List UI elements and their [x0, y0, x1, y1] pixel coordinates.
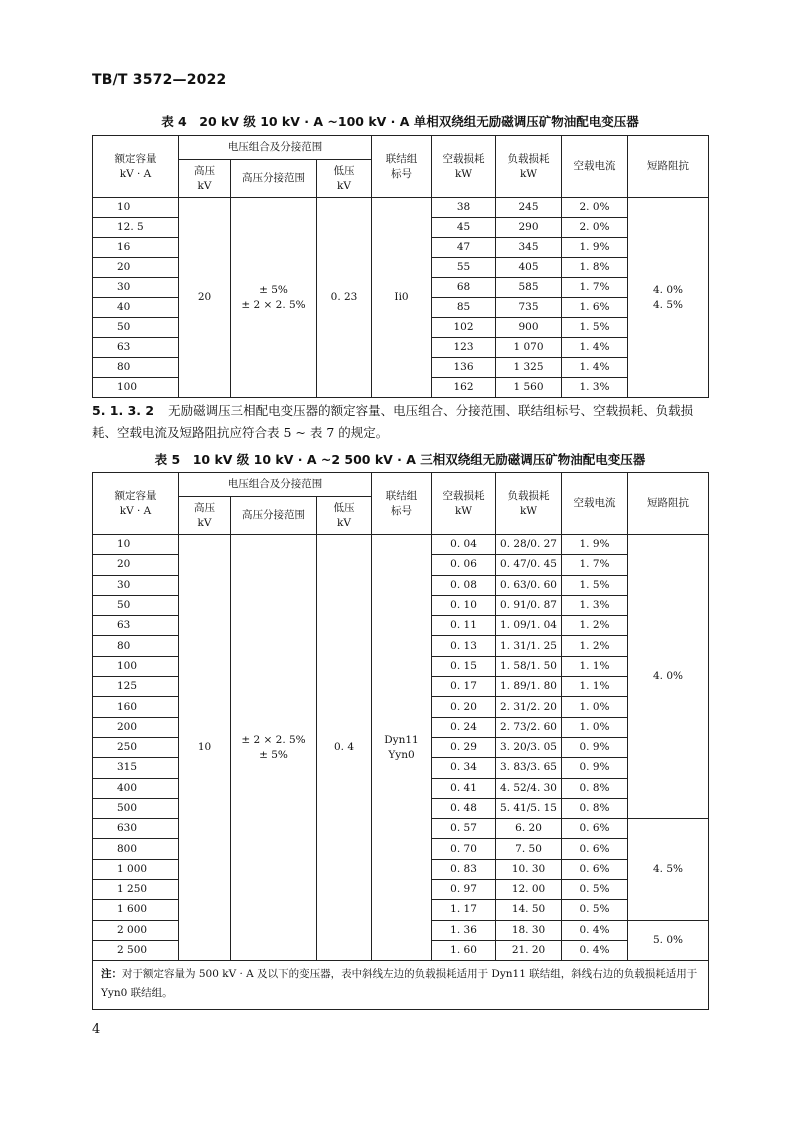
cell-current: 1. 9% — [562, 238, 628, 258]
table5-caption: 表 5 10 kV 级 10 kV · A ~2 500 kV · A 三相双绕组无励磁调压矿物油配电变压器 — [154, 452, 646, 467]
cell-capacity: 100 — [93, 378, 179, 398]
table-row — [93, 198, 709, 218]
cell-load: 1 325 — [496, 358, 562, 378]
cell-capacity: 315 — [93, 758, 179, 778]
cell-noload: 68 — [432, 278, 496, 298]
cell-tap-range: ± 5% ± 2 × 2. 5% — [231, 198, 317, 398]
cell-current: 1. 4% — [562, 338, 628, 358]
cell-capacity: 100 — [93, 656, 179, 676]
header-noload-loss: 空载损耗 kW — [432, 473, 496, 535]
cell-capacity: 20 — [93, 555, 179, 575]
cell-capacity: 1 250 — [93, 880, 179, 900]
cell-current: 1. 4% — [562, 358, 628, 378]
cell-current: 1. 0% — [562, 717, 628, 737]
cell-load: 12. 00 — [496, 880, 562, 900]
cell-connection: Ii0 — [372, 198, 432, 398]
cell-noload: 162 — [432, 378, 496, 398]
cell-capacity: 50 — [93, 318, 179, 338]
cell-load: 0. 63/0. 60 — [496, 575, 562, 595]
header-noload-loss: 空载损耗 kW — [432, 136, 496, 198]
cell-noload: 0. 10 — [432, 595, 496, 615]
header-noload-current: 空载电流 — [562, 136, 628, 198]
cell-noload: 136 — [432, 358, 496, 378]
header-voltage-group: 电压组合及分接范围 — [179, 136, 372, 160]
cell-noload: 102 — [432, 318, 496, 338]
cell-hv: 20 — [179, 198, 231, 398]
cell-noload: 0. 06 — [432, 555, 496, 575]
cell-current: 1. 2% — [562, 636, 628, 656]
cell-current: 1. 1% — [562, 656, 628, 676]
cell-capacity: 800 — [93, 839, 179, 859]
cell-load: 405 — [496, 258, 562, 278]
cell-capacity: 1 000 — [93, 859, 179, 879]
cell-capacity: 30 — [93, 575, 179, 595]
cell-load: 2. 73/2. 60 — [496, 717, 562, 737]
cell-load: 1. 89/1. 80 — [496, 677, 562, 697]
cell-current: 1. 3% — [562, 595, 628, 615]
cell-capacity: 400 — [93, 778, 179, 798]
cell-capacity: 20 — [93, 258, 179, 278]
cell-current: 1. 7% — [562, 278, 628, 298]
cell-load: 0. 91/0. 87 — [496, 595, 562, 615]
cell-capacity: 125 — [93, 677, 179, 697]
header-connection: 联结组 标号 — [372, 473, 432, 535]
cell-current: 0. 6% — [562, 859, 628, 879]
cell-current: 1. 5% — [562, 575, 628, 595]
note-label: 注： — [101, 968, 122, 981]
cell-capacity: 63 — [93, 338, 179, 358]
cell-current: 1. 1% — [562, 677, 628, 697]
cell-capacity: 12. 5 — [93, 218, 179, 238]
header-noload-current: 空载电流 — [562, 473, 628, 535]
cell-noload: 0. 04 — [432, 535, 496, 555]
cell-noload: 0. 29 — [432, 737, 496, 757]
cell-current: 0. 5% — [562, 880, 628, 900]
cell-current: 1. 2% — [562, 616, 628, 636]
cell-load: 900 — [496, 318, 562, 338]
cell-load: 1. 31/1. 25 — [496, 636, 562, 656]
cell-load: 1 070 — [496, 338, 562, 358]
cell-noload: 0. 11 — [432, 616, 496, 636]
cell-current: 0. 6% — [562, 819, 628, 839]
cell-connection: Dyn11 Yyn0 — [372, 535, 432, 961]
cell-current: 0. 8% — [562, 798, 628, 818]
cell-impedance: 4. 0% 4. 5% — [628, 198, 709, 398]
cell-lv: 0. 4 — [317, 535, 372, 961]
header-tap-range: 高压分接范围 — [231, 497, 317, 535]
cell-current: 0. 6% — [562, 839, 628, 859]
cell-load: 7. 50 — [496, 839, 562, 859]
cell-capacity: 80 — [93, 358, 179, 378]
cell-lv: 0. 23 — [317, 198, 372, 398]
cell-capacity: 16 — [93, 238, 179, 258]
cell-load: 4. 52/4. 30 — [496, 778, 562, 798]
header-hv: 高压 kV — [179, 497, 231, 535]
cell-capacity: 160 — [93, 697, 179, 717]
cell-capacity: 2 000 — [93, 920, 179, 940]
header-lv: 低压 kV — [317, 497, 372, 535]
cell-capacity: 80 — [93, 636, 179, 656]
header-capacity: 额定容量 kV · A — [93, 473, 179, 535]
cell-load: 14. 50 — [496, 900, 562, 920]
cell-current: 0. 5% — [562, 900, 628, 920]
cell-current: 0. 4% — [562, 920, 628, 940]
cell-impedance: 4. 0% — [628, 535, 709, 819]
cell-load: 1. 09/1. 04 — [496, 616, 562, 636]
header-hv: 高压 kV — [179, 160, 231, 198]
table-note-row — [93, 961, 709, 1010]
cell-current: 1. 6% — [562, 298, 628, 318]
cell-noload: 0. 13 — [432, 636, 496, 656]
cell-current: 1. 5% — [562, 318, 628, 338]
cell-noload: 0. 83 — [432, 859, 496, 879]
table5 — [92, 472, 709, 1010]
cell-capacity: 500 — [93, 798, 179, 818]
cell-noload: 0. 17 — [432, 677, 496, 697]
cell-noload: 0. 57 — [432, 819, 496, 839]
cell-tap-range: ± 2 × 2. 5% ± 5% — [231, 535, 317, 961]
cell-noload: 0. 24 — [432, 717, 496, 737]
table-row — [93, 535, 709, 555]
cell-noload: 1. 60 — [432, 940, 496, 960]
cell-current: 0. 9% — [562, 758, 628, 778]
header-load-loss: 负载损耗 kW — [496, 473, 562, 535]
cell-load: 3. 83/3. 65 — [496, 758, 562, 778]
cell-capacity: 30 — [93, 278, 179, 298]
cell-load: 0. 28/0. 27 — [496, 535, 562, 555]
cell-noload: 0. 41 — [432, 778, 496, 798]
cell-noload: 1. 17 — [432, 900, 496, 920]
cell-load: 5. 41/5. 15 — [496, 798, 562, 818]
cell-noload: 0. 08 — [432, 575, 496, 595]
cell-noload: 0. 20 — [432, 697, 496, 717]
cell-capacity: 200 — [93, 717, 179, 737]
table-note — [93, 961, 709, 1010]
cell-capacity: 250 — [93, 737, 179, 757]
cell-noload: 47 — [432, 238, 496, 258]
cell-noload: 1. 36 — [432, 920, 496, 940]
cell-load: 735 — [496, 298, 562, 318]
cell-current: 2. 0% — [562, 198, 628, 218]
table4-caption: 表 4 20 kV 级 10 kV · A ~100 kV · A 单相双绕组无励磁调压矿物油配电变压器 — [161, 114, 639, 129]
cell-current: 1. 3% — [562, 378, 628, 398]
cell-noload: 123 — [432, 338, 496, 358]
cell-load: 2. 31/2. 20 — [496, 697, 562, 717]
cell-noload: 55 — [432, 258, 496, 278]
header-lv: 低压 kV — [317, 160, 372, 198]
header-voltage-group: 电压组合及分接范围 — [179, 473, 372, 497]
cell-load: 21. 20 — [496, 940, 562, 960]
cell-load: 585 — [496, 278, 562, 298]
header-impedance: 短路阻抗 — [628, 473, 709, 535]
cell-load: 345 — [496, 238, 562, 258]
header-capacity: 额定容量 kV · A — [93, 136, 179, 198]
cell-load: 0. 47/0. 45 — [496, 555, 562, 575]
cell-load: 245 — [496, 198, 562, 218]
cell-impedance: 4. 5% — [628, 819, 709, 920]
cell-load: 10. 30 — [496, 859, 562, 879]
cell-noload: 0. 48 — [432, 798, 496, 818]
cell-noload: 85 — [432, 298, 496, 318]
cell-noload: 45 — [432, 218, 496, 238]
cell-hv: 10 — [179, 535, 231, 961]
cell-capacity: 2 500 — [93, 940, 179, 960]
cell-capacity: 10 — [93, 198, 179, 218]
cell-impedance: 5. 0% — [628, 920, 709, 961]
cell-current: 2. 0% — [562, 218, 628, 238]
cell-load: 3. 20/3. 05 — [496, 737, 562, 757]
cell-capacity: 40 — [93, 298, 179, 318]
cell-load: 1 560 — [496, 378, 562, 398]
cell-current: 1. 0% — [562, 697, 628, 717]
note-text: 对于额定容量为 500 kV · A 及以下的变压器，表中斜线左边的负载损耗适用于 Dyn11 联结组，斜线右边的负载损耗适用于 Yyn0 联结组。 — [101, 968, 698, 1000]
clause-5-1-3-2 — [92, 400, 708, 444]
cell-current: 0. 4% — [562, 940, 628, 960]
cell-noload: 0. 97 — [432, 880, 496, 900]
cell-load: 290 — [496, 218, 562, 238]
cell-current: 1. 9% — [562, 535, 628, 555]
clause-text: 无励磁调压三相配电变压器的额定容量、电压组合、分接范围、联结组标号、空载损耗、负载损耗、空载电流及短路阻抗应符合表 5 ~ 表 7 的规定。 — [92, 403, 694, 440]
cell-current: 0. 8% — [562, 778, 628, 798]
cell-noload: 38 — [432, 198, 496, 218]
header-tap-range: 高压分接范围 — [231, 160, 317, 198]
table4 — [92, 135, 709, 398]
cell-capacity: 630 — [93, 819, 179, 839]
header-connection: 联结组 标号 — [372, 136, 432, 198]
cell-noload: 0. 70 — [432, 839, 496, 859]
cell-current: 0. 9% — [562, 737, 628, 757]
cell-capacity: 10 — [93, 535, 179, 555]
cell-current: 1. 7% — [562, 555, 628, 575]
cell-load: 6. 20 — [496, 819, 562, 839]
cell-capacity: 63 — [93, 616, 179, 636]
cell-noload: 0. 34 — [432, 758, 496, 778]
header-load-loss: 负载损耗 kW — [496, 136, 562, 198]
cell-current: 1. 8% — [562, 258, 628, 278]
standard-code: TB/T 3572—2022 — [92, 72, 227, 88]
cell-capacity: 1 600 — [93, 900, 179, 920]
page-number: 4 — [92, 1022, 101, 1037]
header-impedance: 短路阻抗 — [628, 136, 709, 198]
cell-load: 1. 58/1. 50 — [496, 656, 562, 676]
clause-number: 5. 1. 3. 2 — [92, 403, 155, 418]
cell-load: 18. 30 — [496, 920, 562, 940]
cell-noload: 0. 15 — [432, 656, 496, 676]
cell-capacity: 50 — [93, 595, 179, 615]
